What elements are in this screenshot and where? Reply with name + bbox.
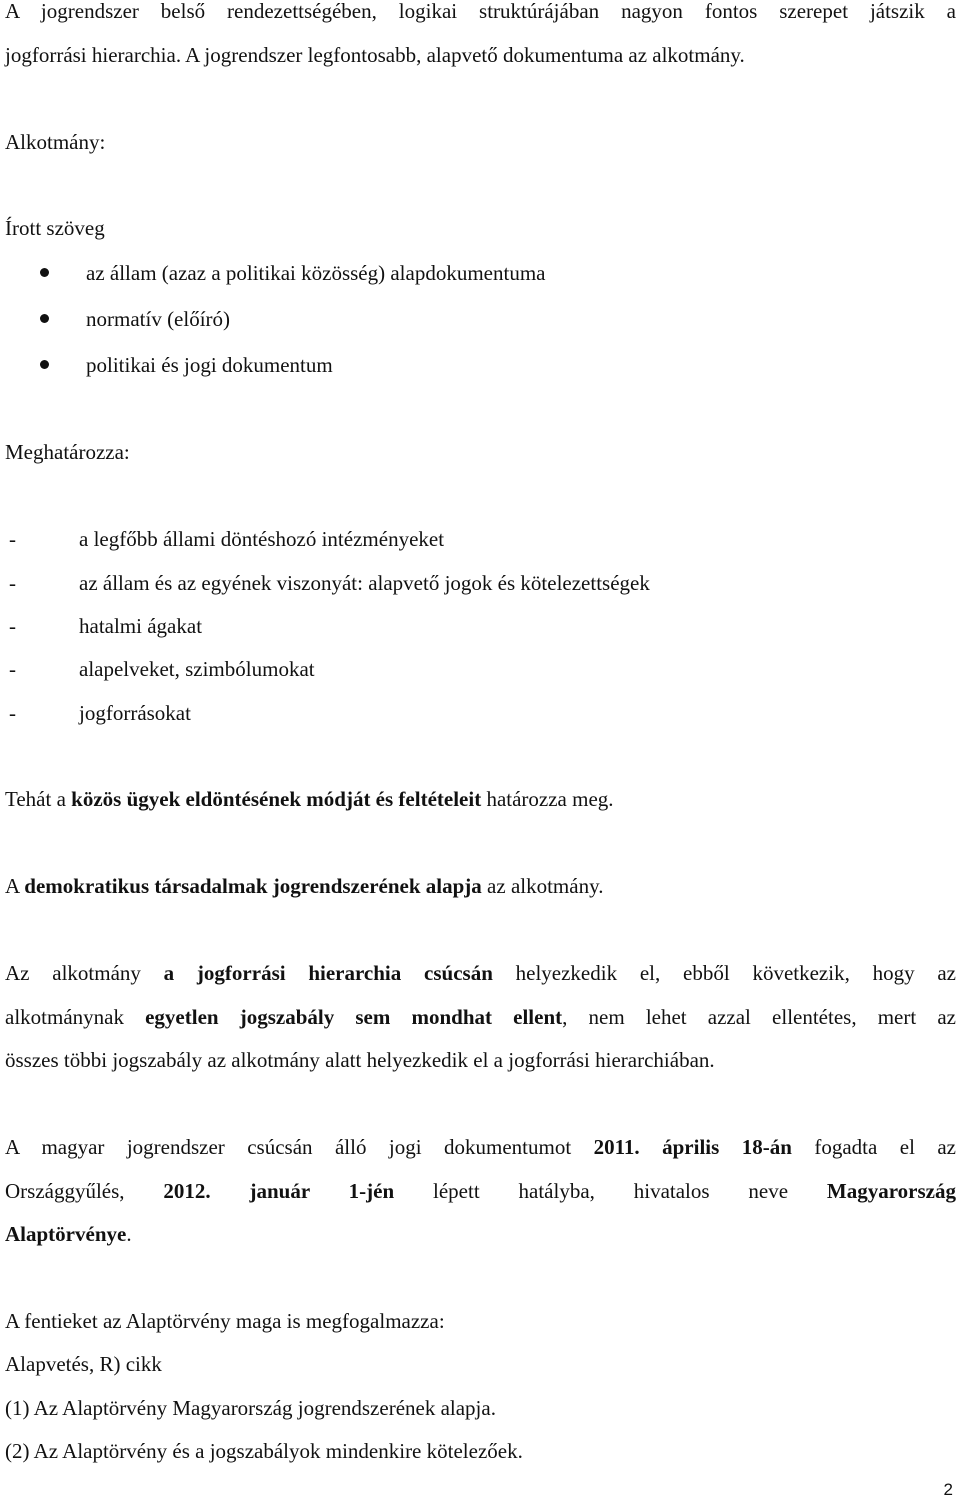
tehat-paragraph xyxy=(5,777,614,821)
bullet-item-1: az állam (azaz a politikai közösség) alapdokumentuma xyxy=(86,261,546,285)
hierarchia-text: Az alkotmány xyxy=(5,961,164,985)
alaptorveny-intro: A fentieket az Alaptörvény maga is megfogalmazza: xyxy=(5,1309,445,1333)
bullet-dot-icon xyxy=(40,268,49,277)
alaptorveny-paragraph-1: (1) Az Alaptörvény Magyarország jogrendszerének alapja. xyxy=(5,1396,496,1420)
magyar-bold-date: 2012. január 1-jén xyxy=(163,1179,395,1203)
hierarchia-line-1 xyxy=(5,951,956,995)
demokratikus-paragraph xyxy=(5,864,603,908)
hierarchia-bold-text: egyetlen jogszabály sem mondhat ellent xyxy=(145,1005,563,1029)
magyar-bold-name: Alaptörvénye xyxy=(5,1222,127,1246)
alkotmany-heading: Alkotmány: xyxy=(5,130,106,154)
magyar-text: A magyar jogrendszer csúcsán álló jogi dokumentumot xyxy=(5,1135,594,1159)
magyar-line-1 xyxy=(5,1125,956,1169)
demokratikus-text-end: az alkotmány. xyxy=(481,874,604,898)
alaptorveny-paragraph-2: (2) Az Alaptörvény és a jogszabályok mindenkire kötelezőek. xyxy=(5,1439,523,1463)
page-number: 2 xyxy=(943,1480,953,1499)
irott-szoveg: Írott szöveg xyxy=(5,216,105,240)
dash-item-3: hatalmi ágakat xyxy=(79,614,203,638)
bullet-dot-icon xyxy=(40,314,49,323)
dash-marker: - xyxy=(9,527,16,551)
bullet-dot-icon xyxy=(40,360,49,369)
alaptorveny-article: Alapvetés, R) cikk xyxy=(5,1352,162,1376)
intro-line-2: jogforrási hierarchia. A jogrendszer legfontosabb, alapvető dokumentuma az alkotmány. xyxy=(5,43,745,67)
bullet-item-2: normatív (előíró) xyxy=(86,307,231,331)
demokratikus-text: A xyxy=(5,874,25,898)
dash-marker: - xyxy=(9,614,16,638)
hierarchia-text: helyezkedik el, ebből következik, hogy az xyxy=(492,961,956,985)
hierarchia-text: , nem lehet azzal ellentétes, mert az xyxy=(562,1005,956,1029)
dash-item-1: a legfőbb állami döntéshozó intézményeket xyxy=(79,527,445,551)
hierarchia-line-2 xyxy=(5,995,956,1039)
intro-line-1: A jogrendszer belső rendezettségében, logikai struktúrájában nagyon fontos szerepet játszik a xyxy=(5,0,956,23)
dash-item-5: jogforrásokat xyxy=(79,701,191,725)
magyar-line-3 xyxy=(5,1212,132,1256)
tehat-bold-text: közös ügyek eldöntésének módját és feltételeit xyxy=(71,787,482,811)
magyar-text: fogadta el az xyxy=(791,1135,956,1159)
dash-item-4: alapelveket, szimbólumokat xyxy=(79,657,315,681)
magyar-bold-date: 2011. április 18-án xyxy=(593,1135,792,1159)
dash-marker: - xyxy=(9,571,16,595)
tehat-text-end: határozza meg. xyxy=(481,787,614,811)
magyar-text: . xyxy=(126,1222,132,1246)
hierarchia-line-3: összes többi jogszabály az alkotmány alatt helyezkedik el a jogforrási hierarchiában. xyxy=(5,1048,715,1072)
hierarchia-bold-text: a jogforrási hierarchia csúcsán xyxy=(163,961,493,985)
dash-marker: - xyxy=(9,657,16,681)
magyar-bold-name: Magyarország xyxy=(826,1179,956,1203)
magyar-text: lépett hatályba, hivatalos neve xyxy=(394,1179,827,1203)
meghatarozza-label: Meghatározza: xyxy=(5,440,130,464)
magyar-text: Országgyűlés, xyxy=(5,1179,164,1203)
bullet-item-3: politikai és jogi dokumentum xyxy=(86,353,333,377)
tehat-text: Tehát a xyxy=(5,787,72,811)
demokratikus-bold-text: demokratikus társadalmak jogrendszerének alapja xyxy=(24,874,482,898)
hierarchia-text: alkotmánynak xyxy=(5,1005,146,1029)
dash-item-2: az állam és az egyének viszonyát: alapvető jogok és kötelezettségek xyxy=(79,571,650,595)
dash-marker: - xyxy=(9,701,16,725)
magyar-line-2 xyxy=(5,1169,956,1213)
